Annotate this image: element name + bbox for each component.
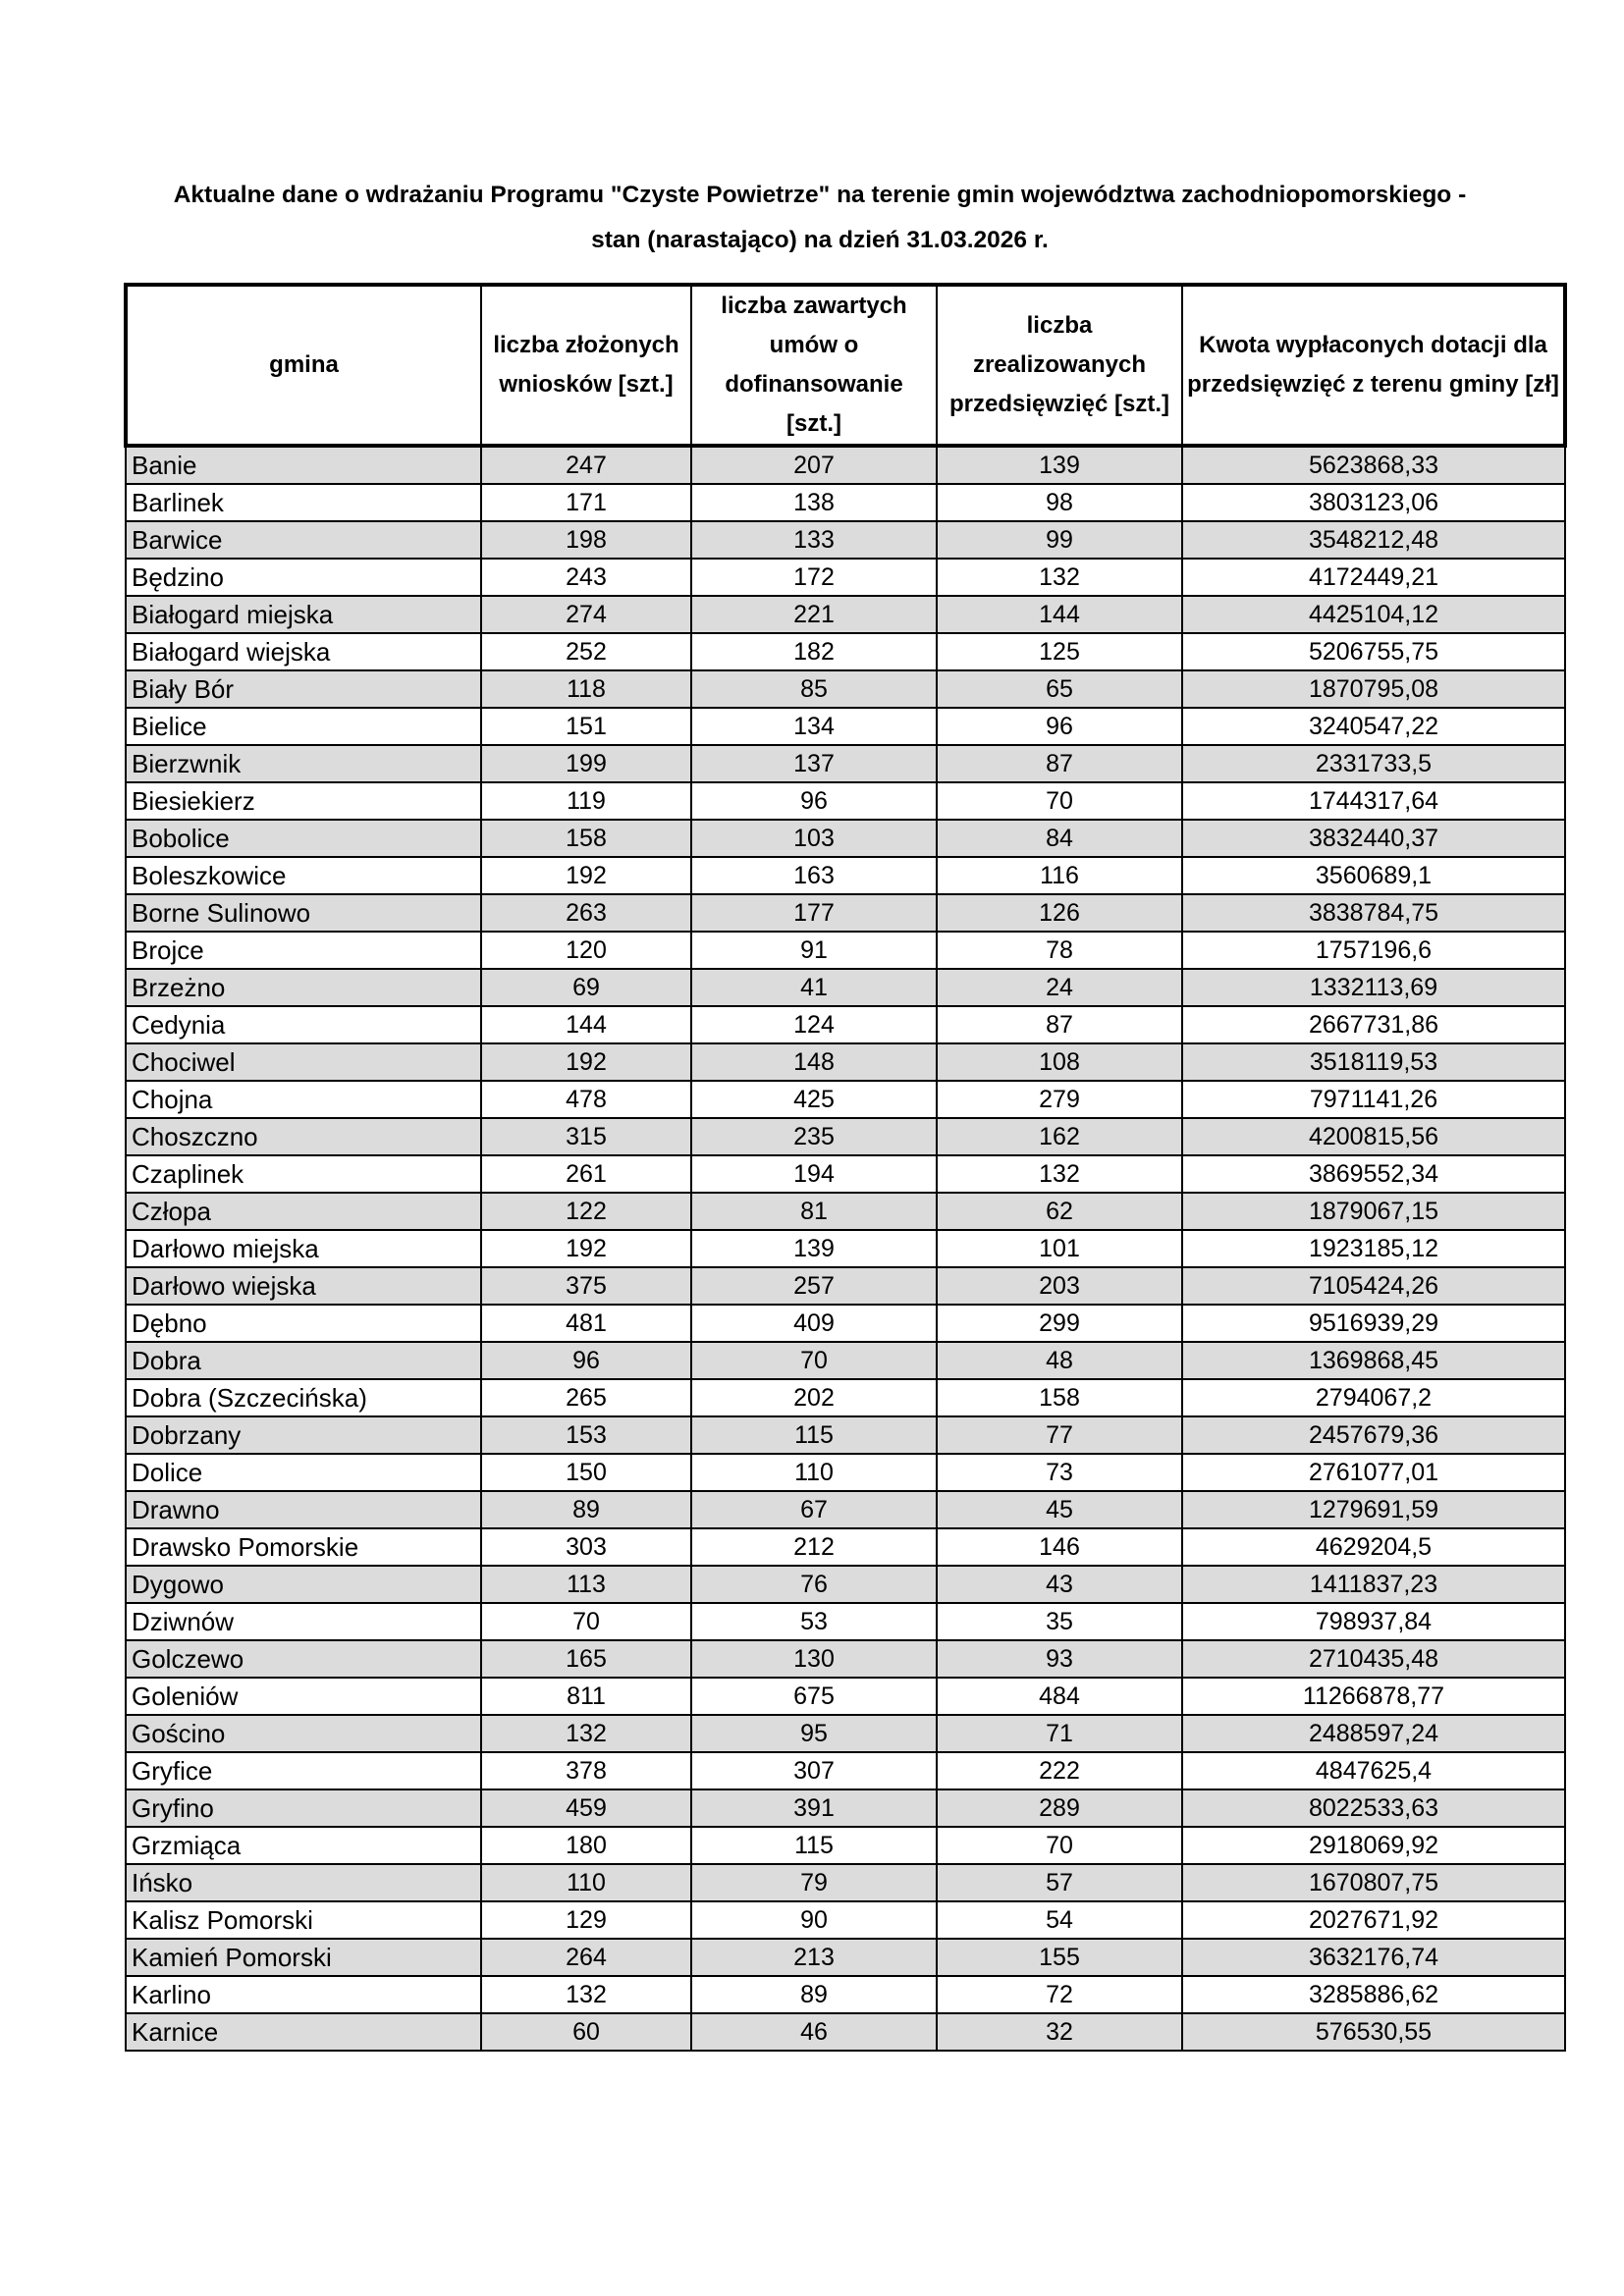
table-row	[126, 1789, 1565, 1827]
cell-umowy: 81	[691, 1193, 937, 1230]
cell-przedsiewziecia: 279	[937, 1081, 1182, 1118]
cell-gmina: Dziwnów	[126, 1603, 481, 1640]
cell-gmina: Choszczno	[126, 1118, 481, 1155]
cell-kwota: 1332113,69	[1182, 969, 1565, 1006]
cell-kwota: 4172449,21	[1182, 559, 1565, 596]
cell-wnioski: 261	[481, 1155, 691, 1193]
table-row	[126, 1566, 1565, 1603]
cell-umowy: 95	[691, 1715, 937, 1752]
cell-gmina: Ińsko	[126, 1864, 481, 1901]
cell-gmina: Chojna	[126, 1081, 481, 1118]
header-umowy: liczba zawartych umów o dofinansowanie [szt.]	[691, 285, 937, 446]
cell-kwota: 2667731,86	[1182, 1006, 1565, 1043]
cell-gmina: Drawsko Pomorskie	[126, 1528, 481, 1566]
cell-gmina: Grzmiąca	[126, 1827, 481, 1864]
cell-przedsiewziecia: 57	[937, 1864, 1182, 1901]
cell-umowy: 138	[691, 484, 937, 521]
cell-przedsiewziecia: 203	[937, 1267, 1182, 1305]
cell-kwota: 3632176,74	[1182, 1939, 1565, 1976]
cell-przedsiewziecia: 99	[937, 521, 1182, 559]
cell-kwota: 798937,84	[1182, 1603, 1565, 1640]
table-row	[126, 1379, 1565, 1416]
cell-kwota: 2027671,92	[1182, 1901, 1565, 1939]
header-gmina: gmina	[126, 285, 481, 446]
cell-kwota: 4200815,56	[1182, 1118, 1565, 1155]
cell-umowy: 182	[691, 633, 937, 670]
cell-wnioski: 153	[481, 1416, 691, 1454]
cell-kwota: 4629204,5	[1182, 1528, 1565, 1566]
cell-kwota: 2794067,2	[1182, 1379, 1565, 1416]
cell-gmina: Bobolice	[126, 820, 481, 857]
table-row	[126, 446, 1565, 484]
cell-wnioski: 263	[481, 894, 691, 932]
cell-kwota: 1879067,15	[1182, 1193, 1565, 1230]
cell-przedsiewziecia: 48	[937, 1342, 1182, 1379]
cell-umowy: 137	[691, 745, 937, 782]
cell-umowy: 53	[691, 1603, 937, 1640]
cell-wnioski: 158	[481, 820, 691, 857]
cell-kwota: 1923185,12	[1182, 1230, 1565, 1267]
cell-gmina: Bielice	[126, 708, 481, 745]
cell-wnioski: 811	[481, 1678, 691, 1715]
cell-przedsiewziecia: 54	[937, 1901, 1182, 1939]
cell-gmina: Dębno	[126, 1305, 481, 1342]
table-row	[126, 1081, 1565, 1118]
table-row	[126, 1305, 1565, 1342]
table-row	[126, 1752, 1565, 1789]
table-row	[126, 484, 1565, 521]
cell-kwota: 7971141,26	[1182, 1081, 1565, 1118]
table-row	[126, 1939, 1565, 1976]
cell-przedsiewziecia: 126	[937, 894, 1182, 932]
cell-kwota: 8022533,63	[1182, 1789, 1565, 1827]
cell-kwota: 1744317,64	[1182, 782, 1565, 820]
cell-przedsiewziecia: 70	[937, 1827, 1182, 1864]
table-row	[126, 521, 1565, 559]
data-table	[124, 283, 1567, 2052]
cell-gmina: Chociwel	[126, 1043, 481, 1081]
cell-kwota: 1757196,6	[1182, 932, 1565, 969]
cell-wnioski: 375	[481, 1267, 691, 1305]
cell-kwota: 3832440,37	[1182, 820, 1565, 857]
table-row	[126, 820, 1565, 857]
cell-umowy: 96	[691, 782, 937, 820]
cell-przedsiewziecia: 78	[937, 932, 1182, 969]
table-row	[126, 745, 1565, 782]
table-row	[126, 1193, 1565, 1230]
cell-przedsiewziecia: 96	[937, 708, 1182, 745]
cell-wnioski: 150	[481, 1454, 691, 1491]
cell-gmina: Gryfino	[126, 1789, 481, 1827]
cell-gmina: Dobrzany	[126, 1416, 481, 1454]
cell-kwota: 7105424,26	[1182, 1267, 1565, 1305]
table-row	[126, 1827, 1565, 1864]
cell-wnioski: 192	[481, 857, 691, 894]
cell-kwota: 3560689,1	[1182, 857, 1565, 894]
cell-wnioski: 110	[481, 1864, 691, 1901]
cell-kwota: 11266878,77	[1182, 1678, 1565, 1715]
cell-kwota: 576530,55	[1182, 2013, 1565, 2051]
table-row	[126, 1118, 1565, 1155]
cell-gmina: Biesiekierz	[126, 782, 481, 820]
cell-gmina: Bierzwnik	[126, 745, 481, 782]
cell-przedsiewziecia: 98	[937, 484, 1182, 521]
table-row	[126, 559, 1565, 596]
table-row	[126, 932, 1565, 969]
cell-umowy: 134	[691, 708, 937, 745]
cell-umowy: 90	[691, 1901, 937, 1939]
cell-wnioski: 60	[481, 2013, 691, 2051]
table-row	[126, 670, 1565, 708]
header-przedsiewziecia: liczba zrealizowanych przedsięwzięć [szt.]	[937, 285, 1182, 446]
cell-umowy: 177	[691, 894, 937, 932]
cell-przedsiewziecia: 87	[937, 1006, 1182, 1043]
cell-wnioski: 144	[481, 1006, 691, 1043]
cell-kwota: 1411837,23	[1182, 1566, 1565, 1603]
cell-gmina: Biały Bór	[126, 670, 481, 708]
cell-wnioski: 274	[481, 596, 691, 633]
cell-gmina: Boleszkowice	[126, 857, 481, 894]
cell-przedsiewziecia: 144	[937, 596, 1182, 633]
cell-wnioski: 192	[481, 1230, 691, 1267]
cell-kwota: 3240547,22	[1182, 708, 1565, 745]
cell-wnioski: 198	[481, 521, 691, 559]
header-kwota: Kwota wypłaconych dotacji dla przedsięwzięć z terenu gminy [zł]	[1182, 285, 1565, 446]
cell-gmina: Dobra (Szczecińska)	[126, 1379, 481, 1416]
cell-przedsiewziecia: 45	[937, 1491, 1182, 1528]
cell-umowy: 70	[691, 1342, 937, 1379]
cell-wnioski: 180	[481, 1827, 691, 1864]
table-row	[126, 1342, 1565, 1379]
cell-kwota: 4425104,12	[1182, 596, 1565, 633]
cell-umowy: 307	[691, 1752, 937, 1789]
cell-wnioski: 199	[481, 745, 691, 782]
cell-wnioski: 478	[481, 1081, 691, 1118]
cell-kwota: 2710435,48	[1182, 1640, 1565, 1678]
cell-wnioski: 303	[481, 1528, 691, 1566]
cell-kwota: 2457679,36	[1182, 1416, 1565, 1454]
cell-kwota: 3803123,06	[1182, 484, 1565, 521]
title-line-2: stan (narastająco) na dzień 31.03.2026 r.	[591, 227, 1049, 253]
title-line-1: Aktualne dane o wdrażaniu Programu "Czyste Powietrze" na terenie gmin województwa zachodniopomorskiego -	[173, 182, 1467, 208]
table-row	[126, 1155, 1565, 1193]
cell-umowy: 41	[691, 969, 937, 1006]
cell-umowy: 79	[691, 1864, 937, 1901]
cell-wnioski: 481	[481, 1305, 691, 1342]
cell-wnioski: 171	[481, 484, 691, 521]
cell-gmina: Karlino	[126, 1976, 481, 2013]
cell-gmina: Białogard wiejska	[126, 633, 481, 670]
cell-wnioski: 264	[481, 1939, 691, 1976]
cell-przedsiewziecia: 299	[937, 1305, 1182, 1342]
cell-przedsiewziecia: 146	[937, 1528, 1182, 1566]
cell-gmina: Gryfice	[126, 1752, 481, 1789]
cell-gmina: Borne Sulinowo	[126, 894, 481, 932]
cell-gmina: Karnice	[126, 2013, 481, 2051]
table-row	[126, 633, 1565, 670]
cell-wnioski: 119	[481, 782, 691, 820]
header-row	[126, 285, 1565, 446]
cell-umowy: 76	[691, 1566, 937, 1603]
cell-umowy: 207	[691, 446, 937, 484]
cell-kwota: 1369868,45	[1182, 1342, 1565, 1379]
cell-przedsiewziecia: 155	[937, 1939, 1182, 1976]
cell-gmina: Dygowo	[126, 1566, 481, 1603]
cell-przedsiewziecia: 70	[937, 782, 1182, 820]
table-row	[126, 1901, 1565, 1939]
cell-przedsiewziecia: 93	[937, 1640, 1182, 1678]
table-row	[126, 894, 1565, 932]
cell-gmina: Brojce	[126, 932, 481, 969]
cell-kwota: 3548212,48	[1182, 521, 1565, 559]
cell-umowy: 85	[691, 670, 937, 708]
cell-umowy: 148	[691, 1043, 937, 1081]
cell-przedsiewziecia: 71	[937, 1715, 1182, 1752]
cell-wnioski: 378	[481, 1752, 691, 1789]
cell-przedsiewziecia: 35	[937, 1603, 1182, 1640]
cell-gmina: Darłowo wiejska	[126, 1267, 481, 1305]
cell-umowy: 202	[691, 1379, 937, 1416]
cell-wnioski: 118	[481, 670, 691, 708]
cell-gmina: Barwice	[126, 521, 481, 559]
cell-wnioski: 70	[481, 1603, 691, 1640]
cell-wnioski: 113	[481, 1566, 691, 1603]
table-row	[126, 708, 1565, 745]
cell-kwota: 3869552,34	[1182, 1155, 1565, 1193]
cell-przedsiewziecia: 132	[937, 559, 1182, 596]
cell-wnioski: 69	[481, 969, 691, 1006]
document-title	[108, 173, 1532, 263]
cell-umowy: 130	[691, 1640, 937, 1678]
cell-umowy: 257	[691, 1267, 937, 1305]
cell-przedsiewziecia: 65	[937, 670, 1182, 708]
cell-przedsiewziecia: 139	[937, 446, 1182, 484]
cell-kwota: 5623868,33	[1182, 446, 1565, 484]
cell-umowy: 425	[691, 1081, 937, 1118]
cell-kwota: 2331733,5	[1182, 745, 1565, 782]
header-wnioski: liczba złożonych wniosków [szt.]	[481, 285, 691, 446]
cell-wnioski: 243	[481, 559, 691, 596]
table-row	[126, 1976, 1565, 2013]
table-row	[126, 1528, 1565, 1566]
table-row	[126, 969, 1565, 1006]
cell-gmina: Drawno	[126, 1491, 481, 1528]
table-row	[126, 1416, 1565, 1454]
cell-wnioski: 129	[481, 1901, 691, 1939]
cell-umowy: 172	[691, 559, 937, 596]
cell-gmina: Kamień Pomorski	[126, 1939, 481, 1976]
cell-przedsiewziecia: 87	[937, 745, 1182, 782]
table-row	[126, 2013, 1565, 2051]
cell-przedsiewziecia: 32	[937, 2013, 1182, 2051]
cell-kwota: 1279691,59	[1182, 1491, 1565, 1528]
cell-kwota: 3518119,53	[1182, 1043, 1565, 1081]
cell-umowy: 110	[691, 1454, 937, 1491]
cell-wnioski: 89	[481, 1491, 691, 1528]
table-row	[126, 1230, 1565, 1267]
cell-umowy: 213	[691, 1939, 937, 1976]
table-row	[126, 1678, 1565, 1715]
cell-wnioski: 122	[481, 1193, 691, 1230]
cell-gmina: Dobra	[126, 1342, 481, 1379]
table-row	[126, 1491, 1565, 1528]
cell-wnioski: 252	[481, 633, 691, 670]
cell-wnioski: 120	[481, 932, 691, 969]
table-row	[126, 1864, 1565, 1901]
cell-przedsiewziecia: 43	[937, 1566, 1182, 1603]
cell-kwota: 4847625,4	[1182, 1752, 1565, 1789]
cell-umowy: 124	[691, 1006, 937, 1043]
cell-gmina: Barlinek	[126, 484, 481, 521]
cell-gmina: Kalisz Pomorski	[126, 1901, 481, 1939]
cell-przedsiewziecia: 158	[937, 1379, 1182, 1416]
cell-wnioski: 96	[481, 1342, 691, 1379]
cell-umowy: 89	[691, 1976, 937, 2013]
cell-przedsiewziecia: 72	[937, 1976, 1182, 2013]
cell-przedsiewziecia: 289	[937, 1789, 1182, 1827]
cell-kwota: 1670807,75	[1182, 1864, 1565, 1901]
cell-przedsiewziecia: 125	[937, 633, 1182, 670]
cell-umowy: 163	[691, 857, 937, 894]
table-row	[126, 1603, 1565, 1640]
cell-wnioski: 315	[481, 1118, 691, 1155]
table-row	[126, 1043, 1565, 1081]
cell-przedsiewziecia: 24	[937, 969, 1182, 1006]
cell-przedsiewziecia: 73	[937, 1454, 1182, 1491]
cell-gmina: Człopa	[126, 1193, 481, 1230]
cell-umowy: 675	[691, 1678, 937, 1715]
cell-gmina: Gościno	[126, 1715, 481, 1752]
cell-umowy: 103	[691, 820, 937, 857]
cell-gmina: Banie	[126, 446, 481, 484]
cell-umowy: 91	[691, 932, 937, 969]
cell-przedsiewziecia: 77	[937, 1416, 1182, 1454]
cell-umowy: 221	[691, 596, 937, 633]
cell-wnioski: 459	[481, 1789, 691, 1827]
cell-gmina: Będzino	[126, 559, 481, 596]
cell-gmina: Dolice	[126, 1454, 481, 1491]
cell-przedsiewziecia: 162	[937, 1118, 1182, 1155]
cell-przedsiewziecia: 108	[937, 1043, 1182, 1081]
cell-przedsiewziecia: 222	[937, 1752, 1182, 1789]
cell-umowy: 115	[691, 1827, 937, 1864]
cell-kwota: 1870795,08	[1182, 670, 1565, 708]
table-row	[126, 782, 1565, 820]
cell-umowy: 212	[691, 1528, 937, 1566]
cell-wnioski: 132	[481, 1715, 691, 1752]
cell-umowy: 46	[691, 2013, 937, 2051]
cell-kwota: 9516939,29	[1182, 1305, 1565, 1342]
cell-umowy: 391	[691, 1789, 937, 1827]
cell-umowy: 67	[691, 1491, 937, 1528]
cell-umowy: 133	[691, 521, 937, 559]
cell-kwota: 2918069,92	[1182, 1827, 1565, 1864]
table-row	[126, 1454, 1565, 1491]
cell-gmina: Darłowo miejska	[126, 1230, 481, 1267]
cell-przedsiewziecia: 116	[937, 857, 1182, 894]
cell-przedsiewziecia: 101	[937, 1230, 1182, 1267]
cell-gmina: Golczewo	[126, 1640, 481, 1678]
cell-wnioski: 165	[481, 1640, 691, 1678]
cell-wnioski: 151	[481, 708, 691, 745]
cell-gmina: Brzeżno	[126, 969, 481, 1006]
cell-wnioski: 192	[481, 1043, 691, 1081]
table-body	[126, 446, 1565, 2051]
cell-gmina: Cedynia	[126, 1006, 481, 1043]
table-row	[126, 857, 1565, 894]
cell-umowy: 139	[691, 1230, 937, 1267]
cell-kwota: 3838784,75	[1182, 894, 1565, 932]
cell-gmina: Goleniów	[126, 1678, 481, 1715]
cell-przedsiewziecia: 484	[937, 1678, 1182, 1715]
cell-umowy: 115	[691, 1416, 937, 1454]
cell-umowy: 194	[691, 1155, 937, 1193]
cell-wnioski: 247	[481, 446, 691, 484]
cell-gmina: Czaplinek	[126, 1155, 481, 1193]
cell-kwota: 3285886,62	[1182, 1976, 1565, 2013]
cell-przedsiewziecia: 132	[937, 1155, 1182, 1193]
cell-przedsiewziecia: 84	[937, 820, 1182, 857]
table-row	[126, 1006, 1565, 1043]
table-row	[126, 1267, 1565, 1305]
cell-wnioski: 265	[481, 1379, 691, 1416]
table-row	[126, 1715, 1565, 1752]
table-row	[126, 596, 1565, 633]
cell-umowy: 409	[691, 1305, 937, 1342]
cell-kwota: 2488597,24	[1182, 1715, 1565, 1752]
cell-przedsiewziecia: 62	[937, 1193, 1182, 1230]
cell-kwota: 5206755,75	[1182, 633, 1565, 670]
table-row	[126, 1640, 1565, 1678]
cell-umowy: 235	[691, 1118, 937, 1155]
cell-wnioski: 132	[481, 1976, 691, 2013]
cell-kwota: 2761077,01	[1182, 1454, 1565, 1491]
cell-gmina: Białogard miejska	[126, 596, 481, 633]
